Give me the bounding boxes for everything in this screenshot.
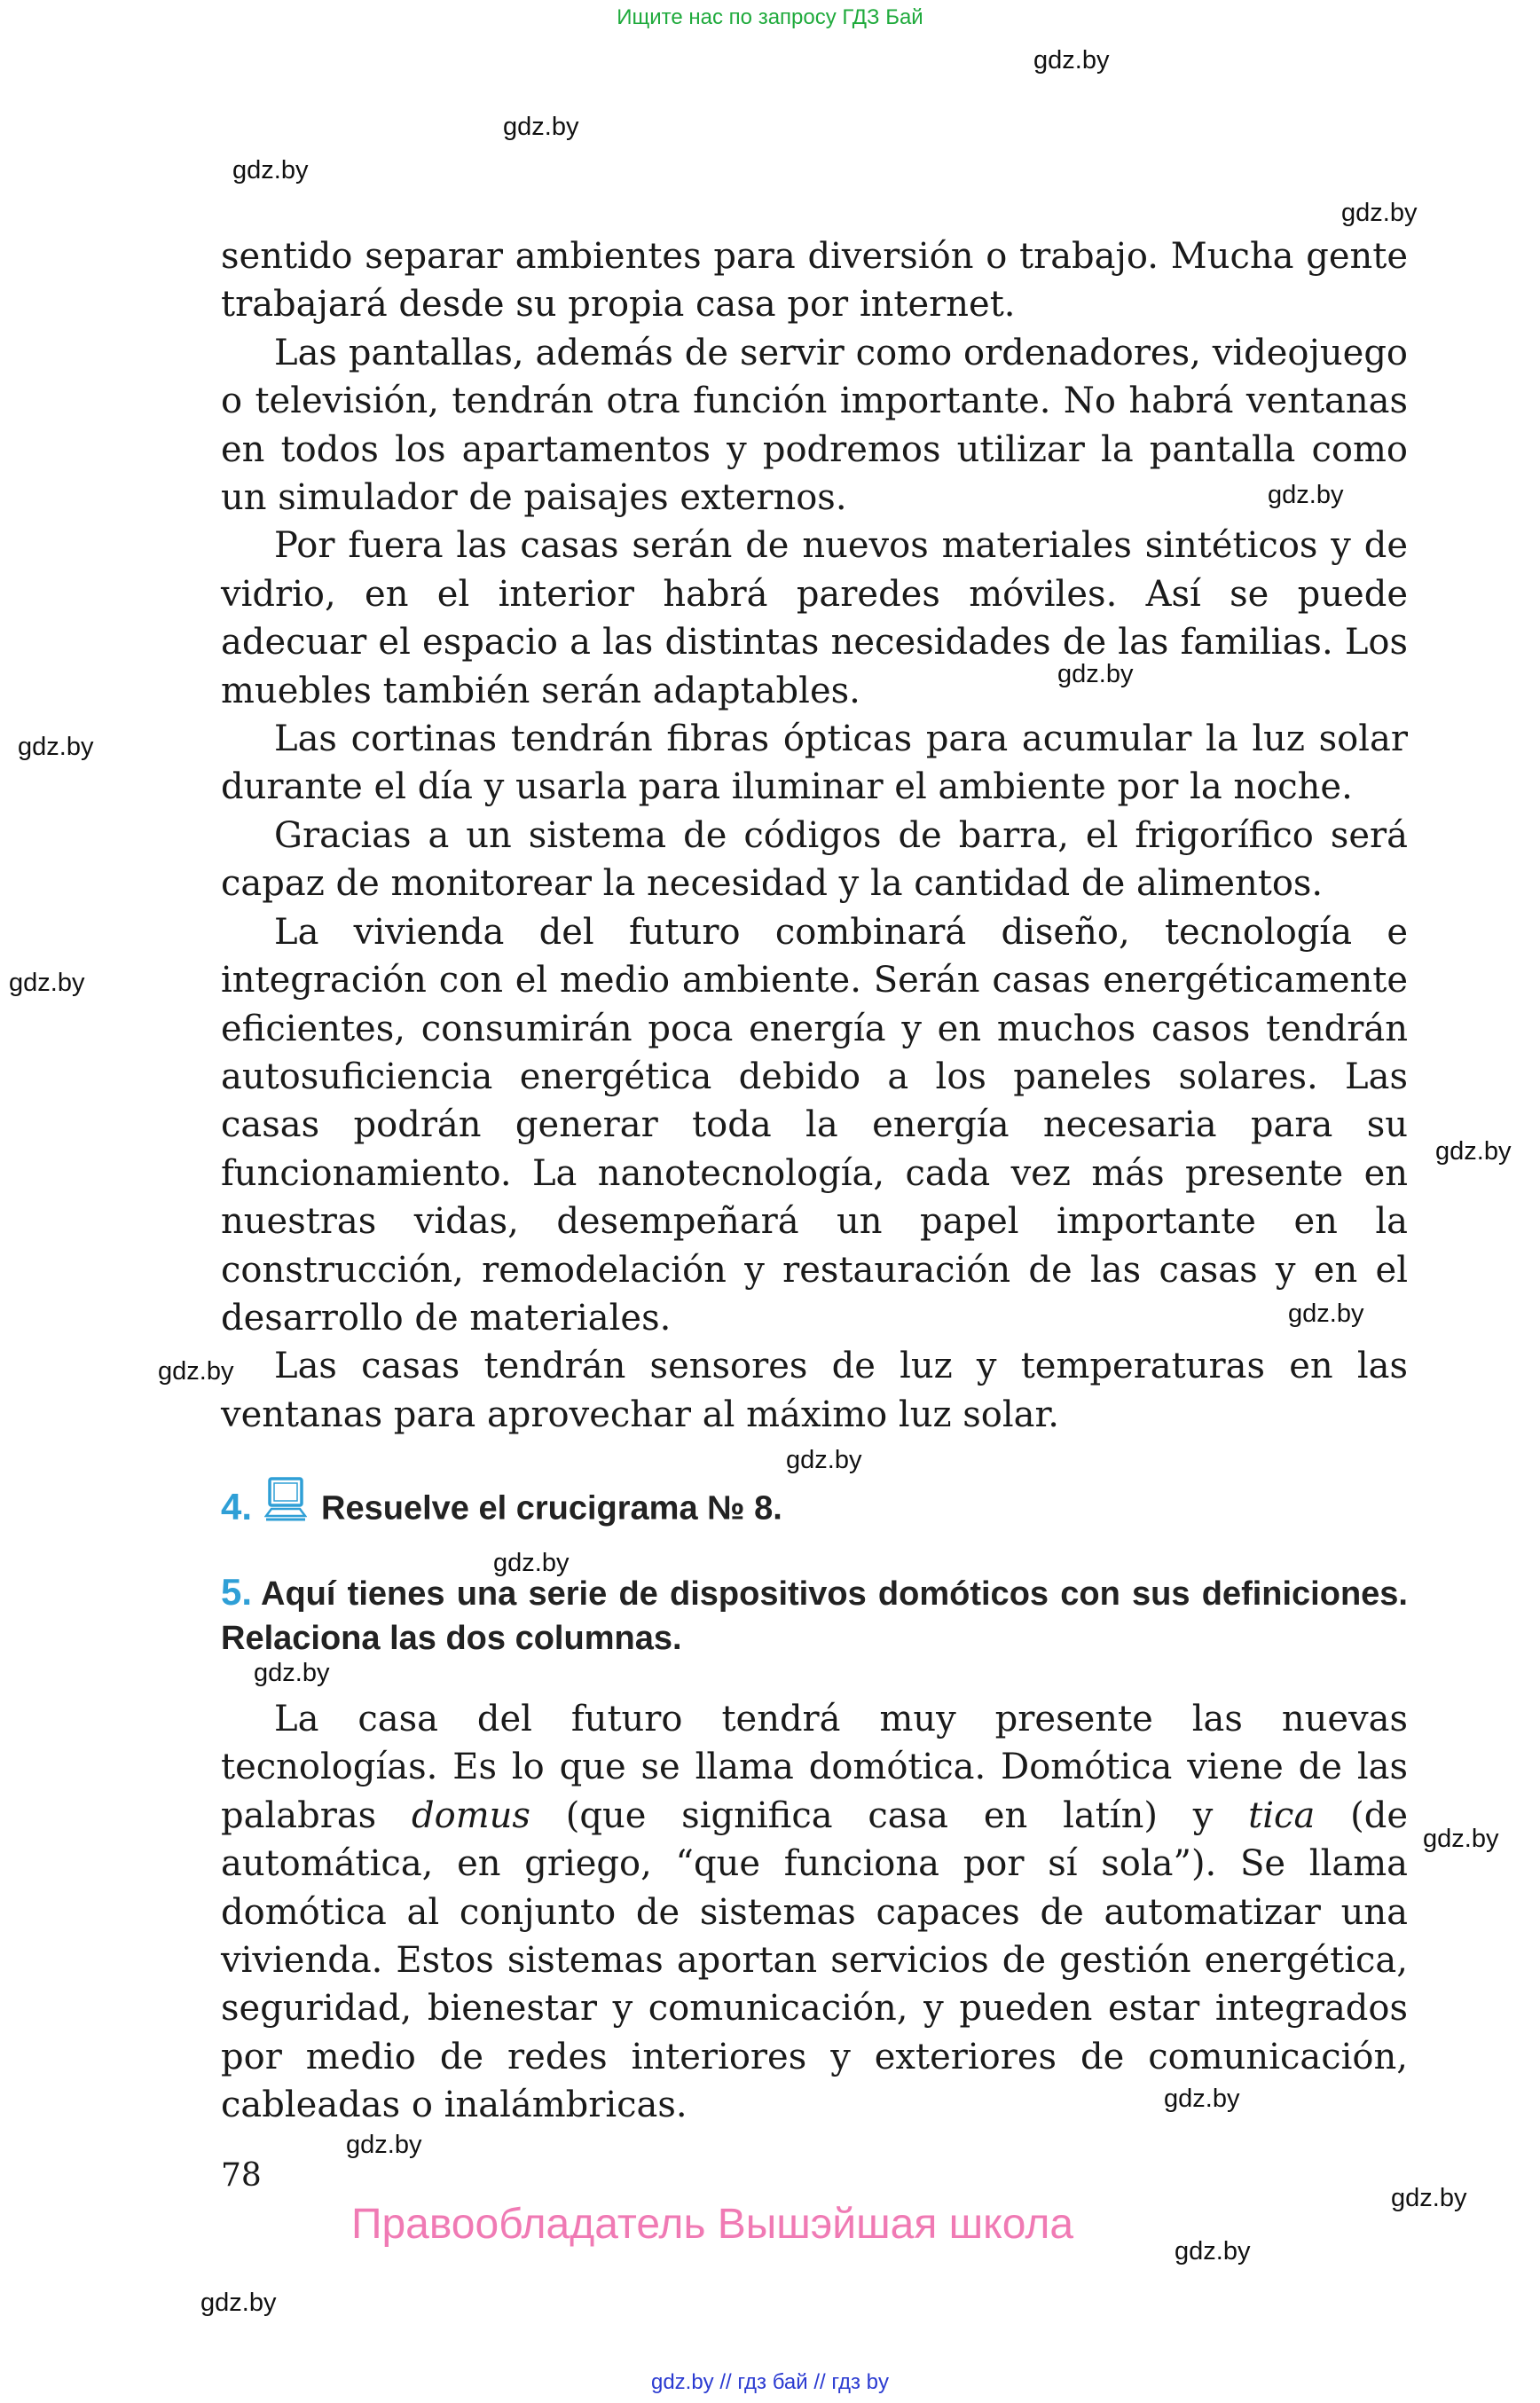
term-domus: domus <box>412 1794 530 1836</box>
paragraph: Gracias a un sistema de códigos de barra, el frigorífico será capaz de monitorear la necesidad y la cantidad de alimentos. <box>221 814 1408 905</box>
top-banner: Ищите нас по запросу ГДЗ Бай <box>617 5 923 29</box>
watermark: gdz.by <box>254 1659 330 1687</box>
watermark: gdz.by <box>1341 199 1418 227</box>
watermark: gdz.by <box>1164 2085 1240 2113</box>
watermark: gdz.by <box>493 1549 570 1577</box>
main-text <box>221 232 1408 1439</box>
paragraph: La casa del futuro tendrá muy presente las nuevas tecnologías. Es lo que se llama domótica. Domótica viene de las palabras domus (que significa casa en latín) y tica (de automática, en griego, “que funciona por sí sola”). Se llama domótica al conjunto de sistemas capaces de automatizar una vivienda. Estos sistemas aportan servicios de gestión energética, seguridad, bienestar y comunicación, y pueden estar integrados por medio de redes interiores y exteriores de comunicación, cableadas o inalámbricas. <box>221 1699 1408 2126</box>
watermark: gdz.by <box>1288 1300 1364 1328</box>
task-5 <box>221 1570 1408 1661</box>
paragraph: Las pantallas, además de servir como ordenadores, videojuego o televisión, tendrán otra función importante. No habrá ventanas en todos los apartamentos y podremos utilizar la pantalla como un simulador de paisajes externos. <box>221 332 1408 519</box>
watermark: gdz.by <box>503 113 579 141</box>
laptop-icon <box>264 1477 307 1535</box>
watermark: gdz.by <box>1033 46 1110 75</box>
watermark: gdz.by <box>9 969 85 997</box>
watermark: gdz.by <box>1057 660 1134 688</box>
term-tica: tica <box>1248 1794 1316 1836</box>
task-4 <box>221 1477 1408 1543</box>
page-number: 78 <box>221 2157 262 2194</box>
task-instruction: Resuelve el crucigrama № 8. <box>321 1489 782 1527</box>
copyright-notice: Правообладатель Вышэйшая школа <box>350 2201 1074 2248</box>
paragraph: La vivienda del futuro combinará diseño, tecnología e integración con el medio ambiente. Serán casas energéticamente eficientes, consumirán poca energía y en muchos casos tendrán autosuficiencia energética debido a los paneles solares. Las casas podrán generar toda la energía necesaria para su funcionamiento. La nanotecnología, cada vez más presente en nuestras vidas, desempeñará un papel importante en la construcción, remodelación y restauración de las casas y en el desarrollo de materiales. <box>221 911 1408 1339</box>
paragraph: Las cortinas tendrán fibras ópticas para acumular la luz solar durante el día y usarla para iluminar el ambiente por la noche. <box>221 719 1408 808</box>
watermark: gdz.by <box>18 733 94 761</box>
watermark: gdz.by <box>346 2131 422 2159</box>
watermark: gdz.by <box>1175 2237 1251 2266</box>
paragraph: Por fuera las casas serán de nuevos materiales sintéticos y de vidrio, en el interior habrá paredes móviles. Así se puede adecuar el espacio a las distintas necesidades de las familias. Los muebles también serán adaptables. <box>221 525 1408 711</box>
watermark: gdz.by <box>1268 481 1344 509</box>
paragraph: Las casas tendrán sensores de luz y temperaturas en las ventanas para aprovechar al máximo luz solar. <box>221 1346 1408 1435</box>
task-instruction: Aquí tienes una serie de dispositivos domóticos con sus definiciones. Relaciona las dos columnas. <box>221 1575 1408 1657</box>
task-number: 4. <box>221 1485 253 1527</box>
domotica-text <box>221 1695 1408 2130</box>
watermark: gdz.by <box>232 156 309 185</box>
task-number: 5. <box>221 1571 253 1613</box>
watermark: gdz.by <box>1423 1825 1499 1853</box>
paragraph: sentido separar ambientes para diversión o trabajo. Mucha gente trabajará desde su propia casa por internet. <box>221 236 1408 326</box>
watermark: gdz.by <box>200 2289 277 2317</box>
watermark: gdz.by <box>786 1446 862 1474</box>
watermark: gdz.by <box>158 1357 234 1386</box>
watermark: gdz.by <box>1435 1137 1512 1166</box>
footer-links[interactable]: gdz.by // гдз бай // гдз by <box>650 2370 890 2394</box>
watermark: gdz.by <box>1391 2184 1467 2212</box>
